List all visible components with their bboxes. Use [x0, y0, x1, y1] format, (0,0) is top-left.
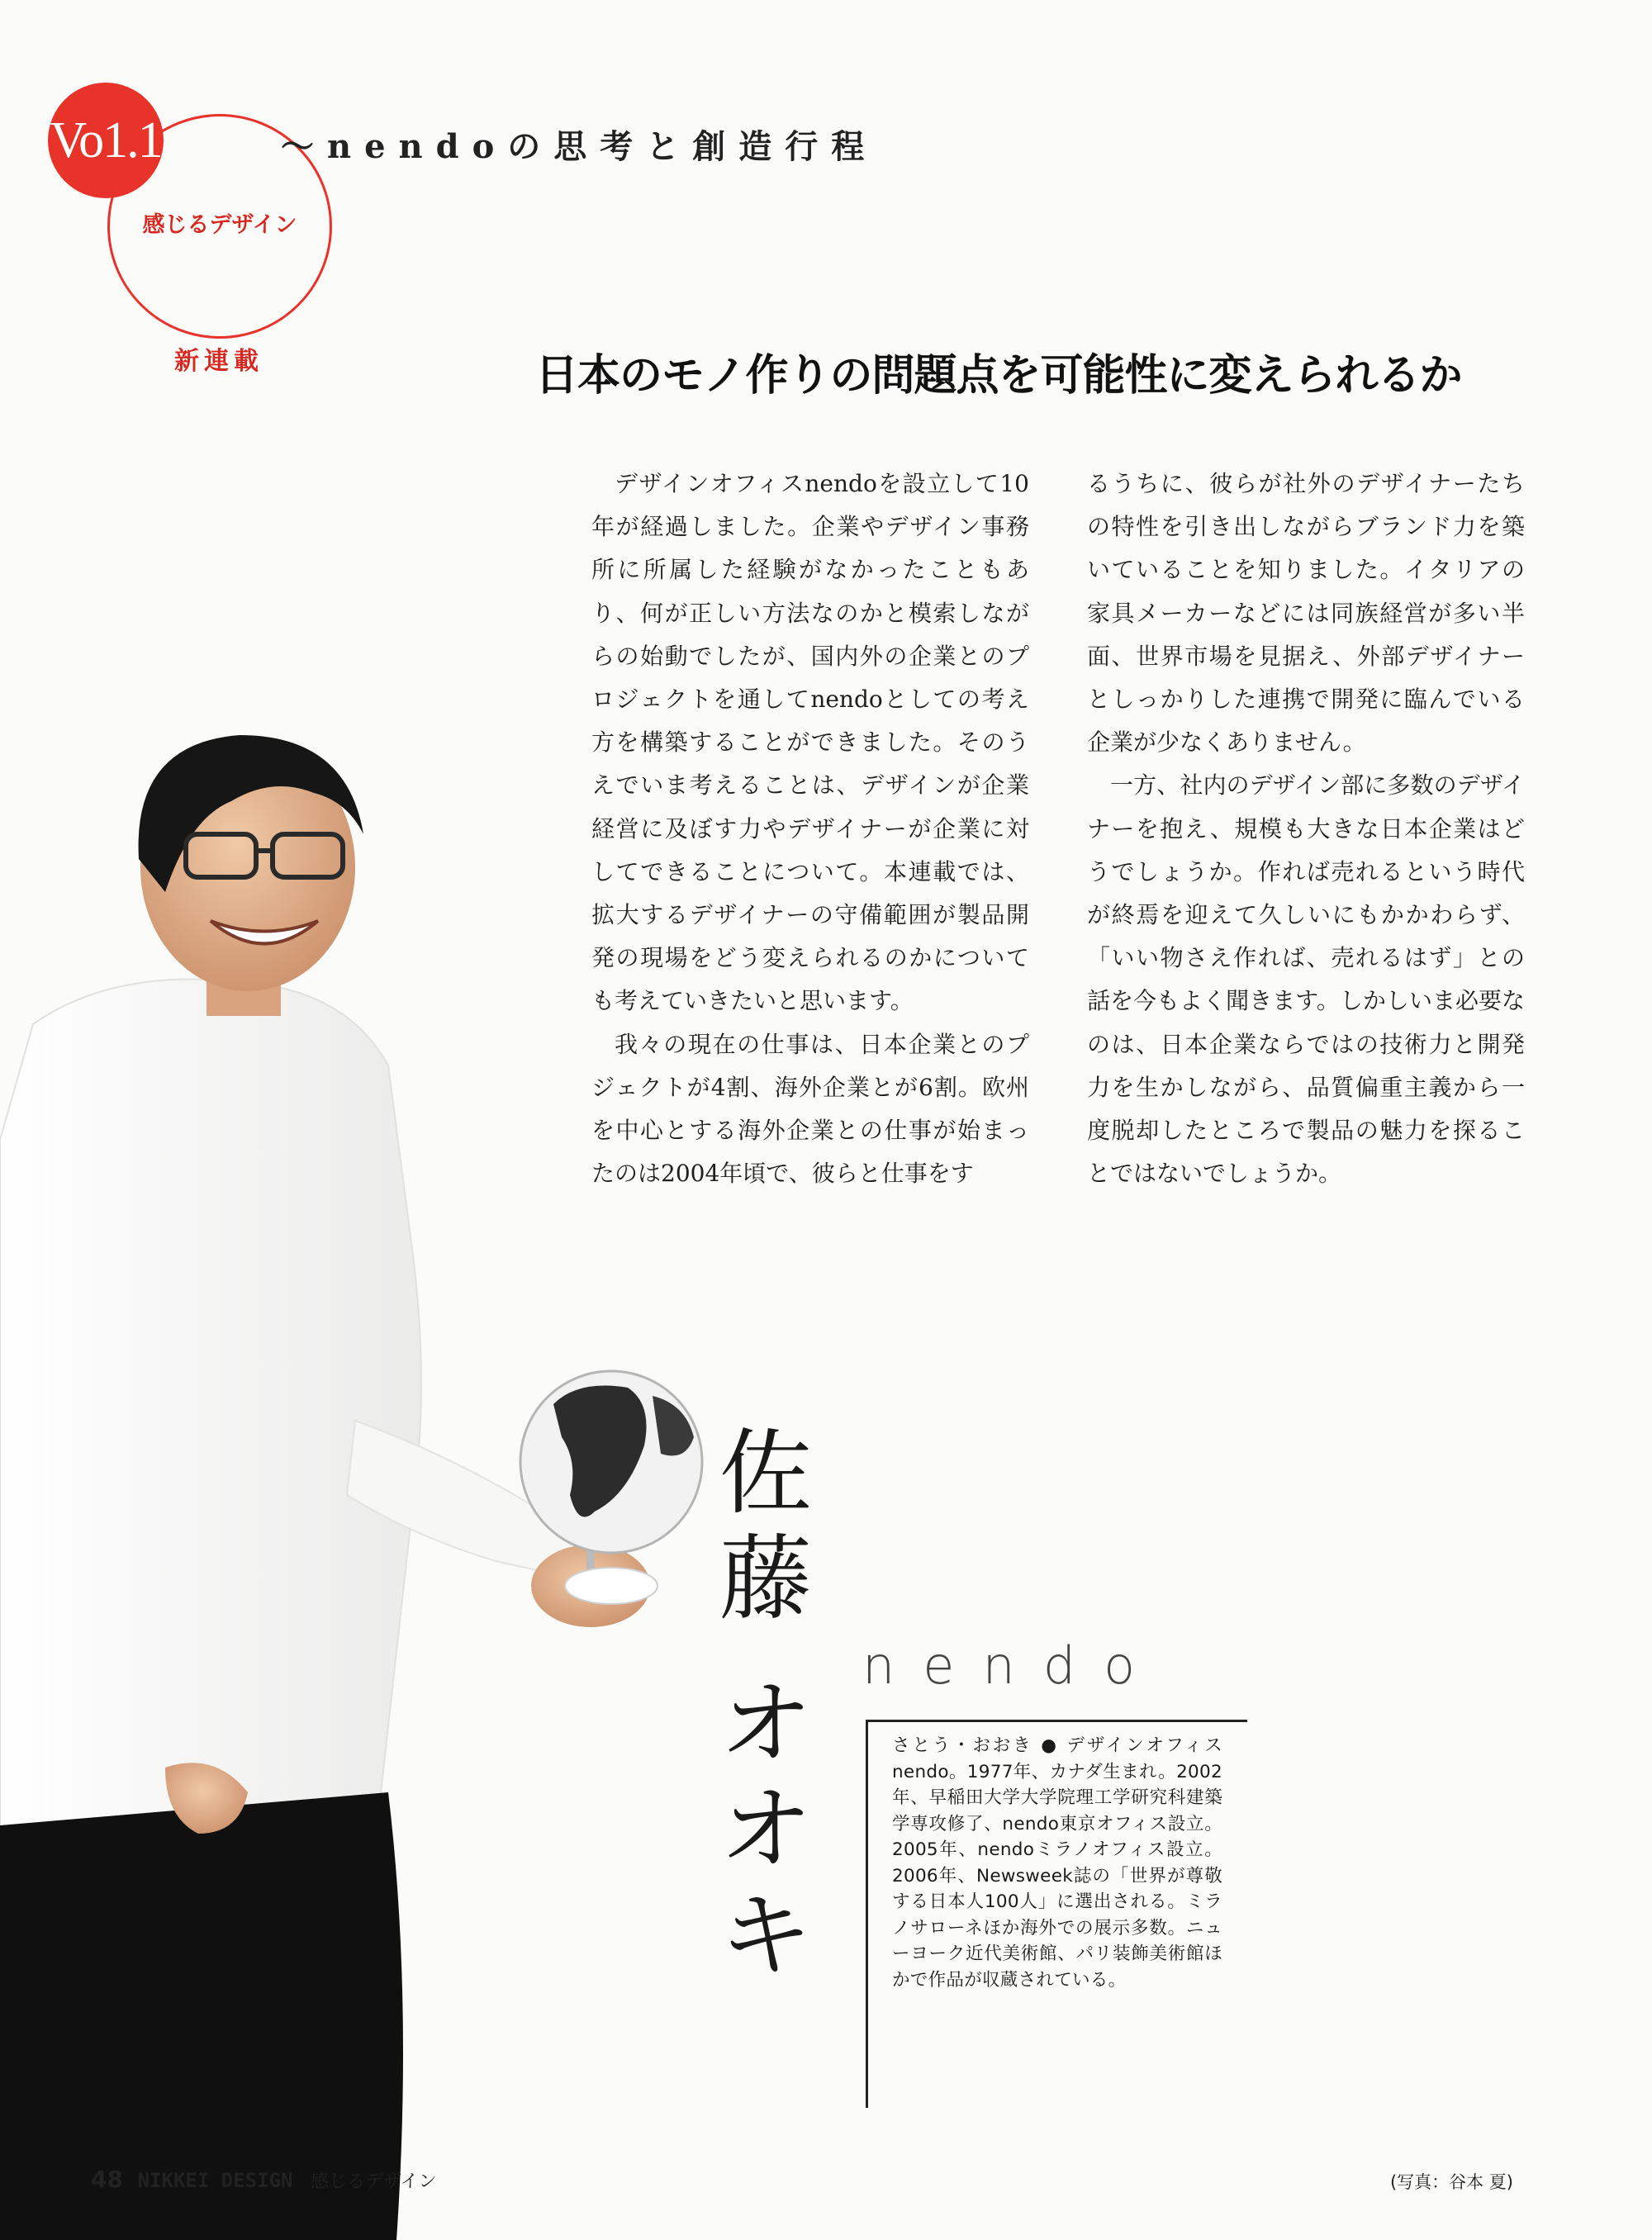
author-given-name-char: キ: [719, 1882, 812, 1990]
author-given-name: [712, 1672, 819, 1989]
paragraph: デザインオフィスnendoを設立して10年が経過しました。企業やデザイン事務所に所属した経験がなかったこともあり、何が正しい方法なのかと模索しながらの始動でしたが、国内外の企業とのプロジェクトを通してnendoとしての考え方を構築することができました。そのうえでいま考えることは、デザインが企業経営に及ぼす力やデザイナーが企業に対してできることについて。本連載では、拡大するデザイナーの守備範囲が製品開発の現場をどう変えられるのかについても考えていきたいと思います。: [591, 470, 1029, 1015]
series-title: 感じるデザイン: [142, 212, 297, 238]
new-series-tag: 新連載: [174, 347, 263, 376]
section-name: 感じるデザイン: [311, 2171, 437, 2192]
kicker-title: 〜nendoの思考と創造行程: [281, 127, 878, 166]
bio-frame-top: [866, 1720, 1247, 1722]
author-given-name-char: オ: [719, 1671, 812, 1778]
paragraph: 我々の現在の仕事は、日本企業とのプジェクトが4割、海外企業とが6割。欧州を中心とする海外企業との仕事が始まったのは2004年頃で、彼らと仕事をす: [591, 1030, 1029, 1188]
paragraph: るうちに、彼らが社外のデザイナーたちの特性を引き出しながらブランド力を築いていることを知りました。イタリアの家具メーカーなどには同族経営が多い半面、世界市場を見据え、外部デザイナーとしっかりした連携で開発に臨んでいる企業が少なくありません。: [1087, 470, 1525, 757]
article-headline: 日本のモノ作りの問題点を可能性に変えられるか: [535, 351, 1462, 401]
author-family-name: 佐藤: [719, 1420, 812, 1633]
magazine-name: NIKKEI DESIGN: [137, 2169, 293, 2192]
author-bio: さとう・おおき ● デザインオフィスnendo。1977年、カナダ生まれ。2002年、早稲田大学大学院理工学研究科建築学専攻修了、nendo東京オフィス設立。2005年、nendoミラノオフィス設立。2006年、Newsweek誌の「世界が尊敬する日本人100人」に選出される。ミラノサローネほか海外での展示多数。ニューヨーク近代美術館、パリ装飾美術館ほかで作品が収蔵されている。: [892, 1735, 1222, 1991]
page-number: 48: [91, 2166, 123, 2193]
author-given-name-char: オ: [719, 1777, 812, 1884]
volume-badge: [48, 83, 164, 198]
studio-name: nendo: [862, 1635, 1164, 1696]
photo-credit: (写真：谷本 夏): [1389, 2172, 1513, 2192]
body-column-2: [1087, 463, 1525, 1195]
author-name: [712, 1421, 819, 1989]
portrait-photo: [0, 677, 826, 2240]
folio: [91, 2166, 437, 2193]
paragraph: 一方、社内のデザイン部に多数のデザイナーを抱え、規模も大きな日本企業はどうでしょうか。作れば売れるという時代が終焉を迎えて久しいにもかかわらず、「いい物さえ作れば、売れるはず」との話を今もよく聞きます。しかしいま必要なのは、日本企業ならではの技術力と開発力を生かしながら、品質偏重主義から一度脱却したところで製品の魅力を探ることではないでしょうか。: [1087, 771, 1525, 1188]
volume-label: Vo1.1: [50, 112, 162, 168]
bio-frame-left: [866, 1720, 868, 2108]
